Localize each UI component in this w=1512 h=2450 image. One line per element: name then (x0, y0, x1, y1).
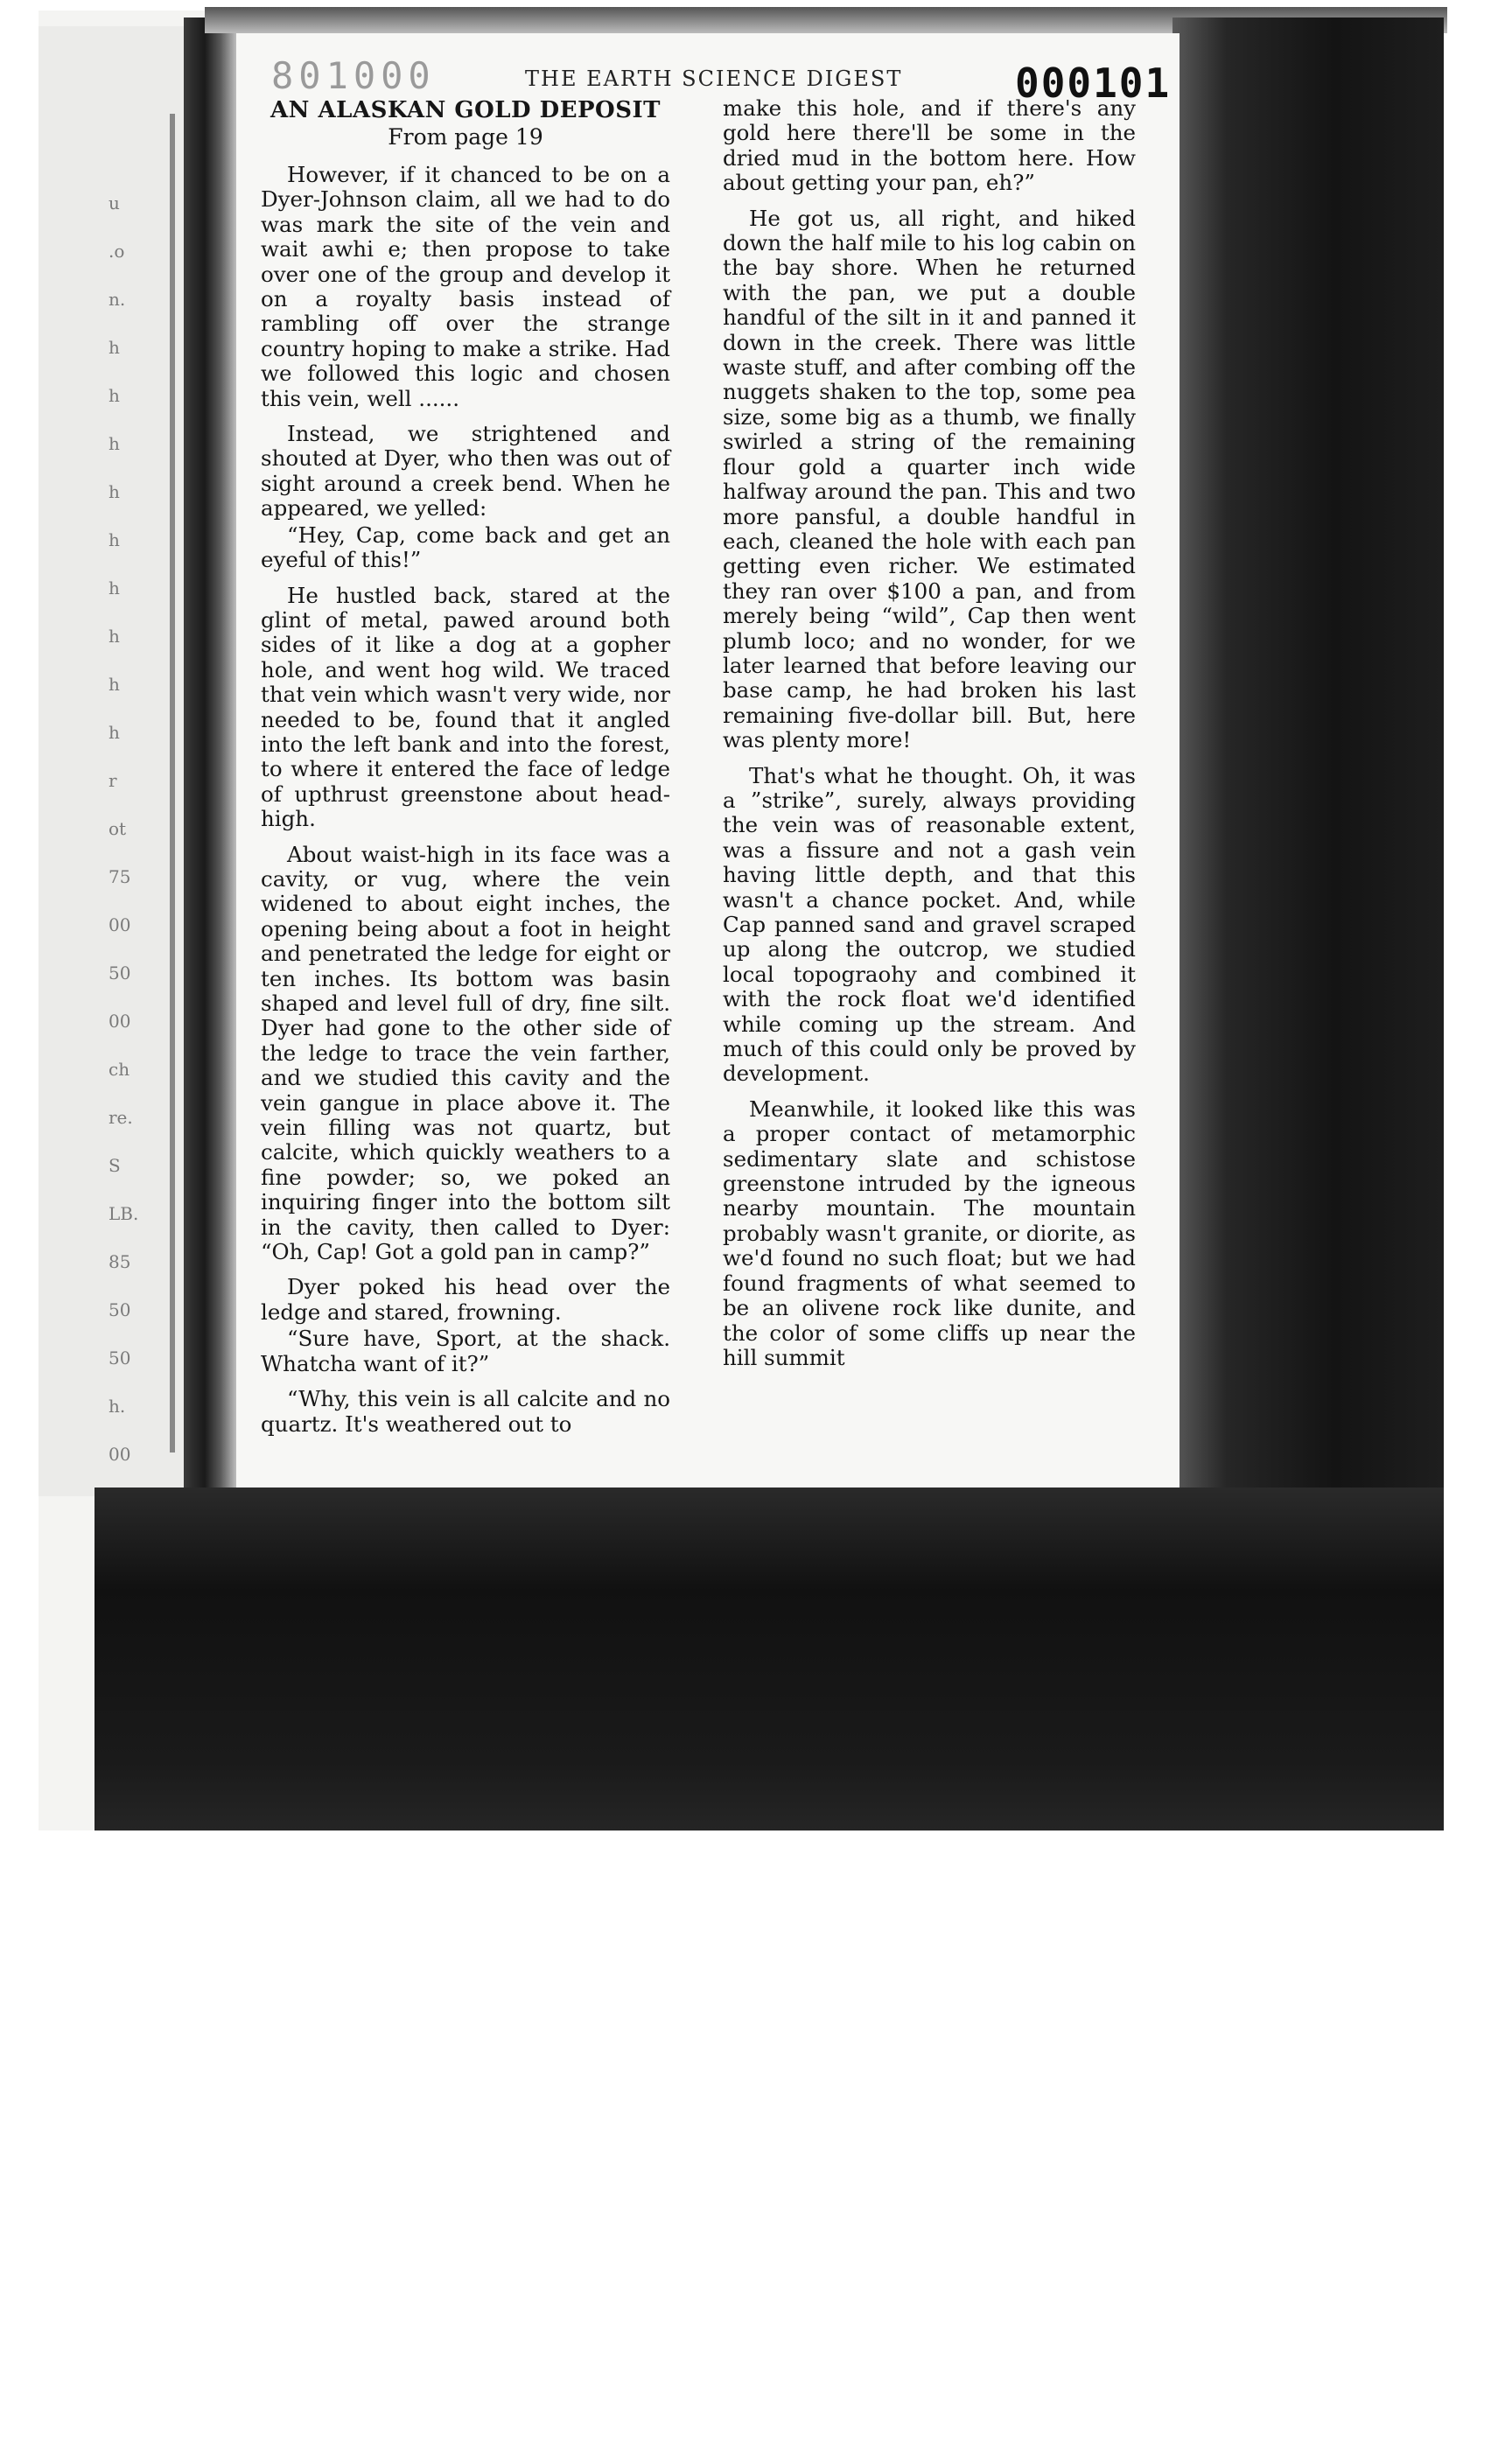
paragraph: make this hole, and if there's any gold here there'll be some in the dried mud in the bottom here. How about getting your pan, eh?” (723, 95, 1136, 196)
margin-fragment: n. (108, 289, 126, 310)
paragraph: He hustled back, stared at the glint of metal, pawed around both sides of it like a dog at a gopher hole, and went hog wild. We traced that vein which wasn't very wide, nor needed to be, found that it angled into the left bank and into the forest, to where it entered the face of ledge of upthrust greenstone about head-high. (261, 582, 670, 832)
margin-fragment: r (108, 770, 117, 791)
margin-fragment: h (108, 722, 120, 743)
margin-rule (170, 114, 175, 1032)
margin-fragment: .o (108, 241, 125, 262)
article-title: AN ALASKAN GOLD DEPOSIT (270, 97, 661, 123)
margin-fragment: 50 (108, 962, 131, 984)
margin-fragment: h (108, 578, 120, 598)
running-head (236, 44, 1180, 107)
paragraph: About waist-high in its face was a cavity, or vug, where the vein widened to about eight inches, the opening being about a foot in height and penetrated the ledge for eight or ten inches. Its bottom was basin shaped and level full of dry, fine silt. Dyer had gone to the other side of the ledge to trace the vein farther, and we studied this cavity and the vein gangue in place above it. The vein filling was not quartz, but calcite, which quickly weathers to a fine powder; so, we poked an inquiring finger into the bottom silt in the cavity, then called to Dyer: “Oh, Cap! Got a gold pan in camp?” (261, 841, 670, 1265)
margin-fragment: h (108, 481, 120, 502)
paragraph: “Why, this vein is all calcite and no quartz. It's weathered out to (261, 1386, 670, 1437)
page-stamp-right: 000101 (1015, 60, 1172, 107)
paragraph: Meanwhile, it looked like this was a proper contact of metamorphic sedimentary slate and schistose greenstone intruded by the igneous nearby mountain. The mountain probably wasn't granite, or diorite, as we'd found no such float; but we had found fragments of what seemed to be an olivene rock like dunite, and the color of some cliffs up near the hill summit (723, 1096, 1136, 1370)
margin-fragment: h (108, 433, 120, 454)
adjacent-page-strip (38, 26, 205, 1496)
margin-fragment: 00 (108, 1444, 131, 1465)
margin-fragment: h (108, 674, 120, 695)
paragraph: He got us, all right, and hiked down the half mile to his log cabin on the bay shore. When he returned with the pan, we put a double handful of the silt in it and panned it down in the creek. There was little waste stuff, and after combing off the nuggets shaken to the top, some pea size, some big as a thumb, we finally swirled a string of the remaining flour gold a quarter inch wide halfway around the pan. This and two more pansful, a double handful in each, cleaned the hole with each pan getting even richer. We estimated they ran over $100 a pan, and from merely being “wild”, Cap then went plumb loco; and no wonder, for we later learned that before leaving our base camp, he had broken his last remaining five-dollar bill. But, here was plenty more! (723, 205, 1136, 753)
margin-fragment: h (108, 385, 120, 406)
margin-fragment: 75 (108, 866, 131, 887)
paragraph: Dyer poked his head over the ledge and stared, frowning. (261, 1274, 670, 1325)
margin-fragment: 00 (108, 1011, 131, 1032)
margin-fragment: ot (108, 818, 127, 839)
continued-from: From page 19 (388, 124, 543, 150)
margin-fragment: h (108, 529, 120, 550)
margin-fragment: LB. (108, 1203, 139, 1224)
margin-fragment: ch (108, 1059, 130, 1080)
printed-page (236, 33, 1180, 1488)
margin-fragment: 00 (108, 914, 131, 935)
margin-fragment: S (108, 1155, 121, 1176)
margin-fragment: re. (108, 1107, 133, 1128)
margin-fragment: h (108, 337, 120, 358)
paragraph: Instead, we strightened and shouted at Dyer, who then was out of sight around a creek bend. When he appeared, we yelled: (261, 421, 670, 522)
page-stamp-left: 801000 (271, 54, 436, 97)
margin-fragment: 50 (108, 1299, 131, 1320)
margin-fragment: u (108, 192, 120, 214)
margin-fragment: 85 (108, 1251, 131, 1272)
book-spine-shadow (184, 18, 236, 1505)
paragraph: “Sure have, Sport, at the shack. Whatcha want of it?” (261, 1326, 670, 1376)
right-column (723, 96, 1136, 1381)
paragraph: That's what he thought. Oh, it was a ”strike”, surely, always providing the vein was of reasonable extent, was a fissure and not a gash vein having little depth, and that this wasn't a chance pocket. And, while Cap panned sand and gravel scraped up along the outcrop, we studied local topograohy and combined it with the rock float we'd identified while coming up the stream. And much of this could only be proved by development. (723, 762, 1136, 1087)
margin-fragment: h (108, 626, 120, 647)
journal-title: THE EARTH SCIENCE DIGEST (525, 66, 903, 91)
margin-rule (170, 1032, 175, 1452)
paragraph: However, if it chanced to be on a Dyer-Johnson claim, all we had to do was mark the site of the vein and wait awhi e; then propose to take over one of the group and develop it on a royalty basis instead of rambling off over the strange country hoping to make a strike. Had we followed this logic and chosen this vein, well ...... (261, 162, 670, 411)
bottom-scanner-shadow (94, 1488, 1444, 1830)
paragraph: “Hey, Cap, come back and get an eyeful of this!” (261, 522, 670, 573)
left-column (261, 96, 670, 1447)
margin-fragment: h. (108, 1396, 126, 1417)
margin-fragment: 50 (108, 1348, 131, 1368)
